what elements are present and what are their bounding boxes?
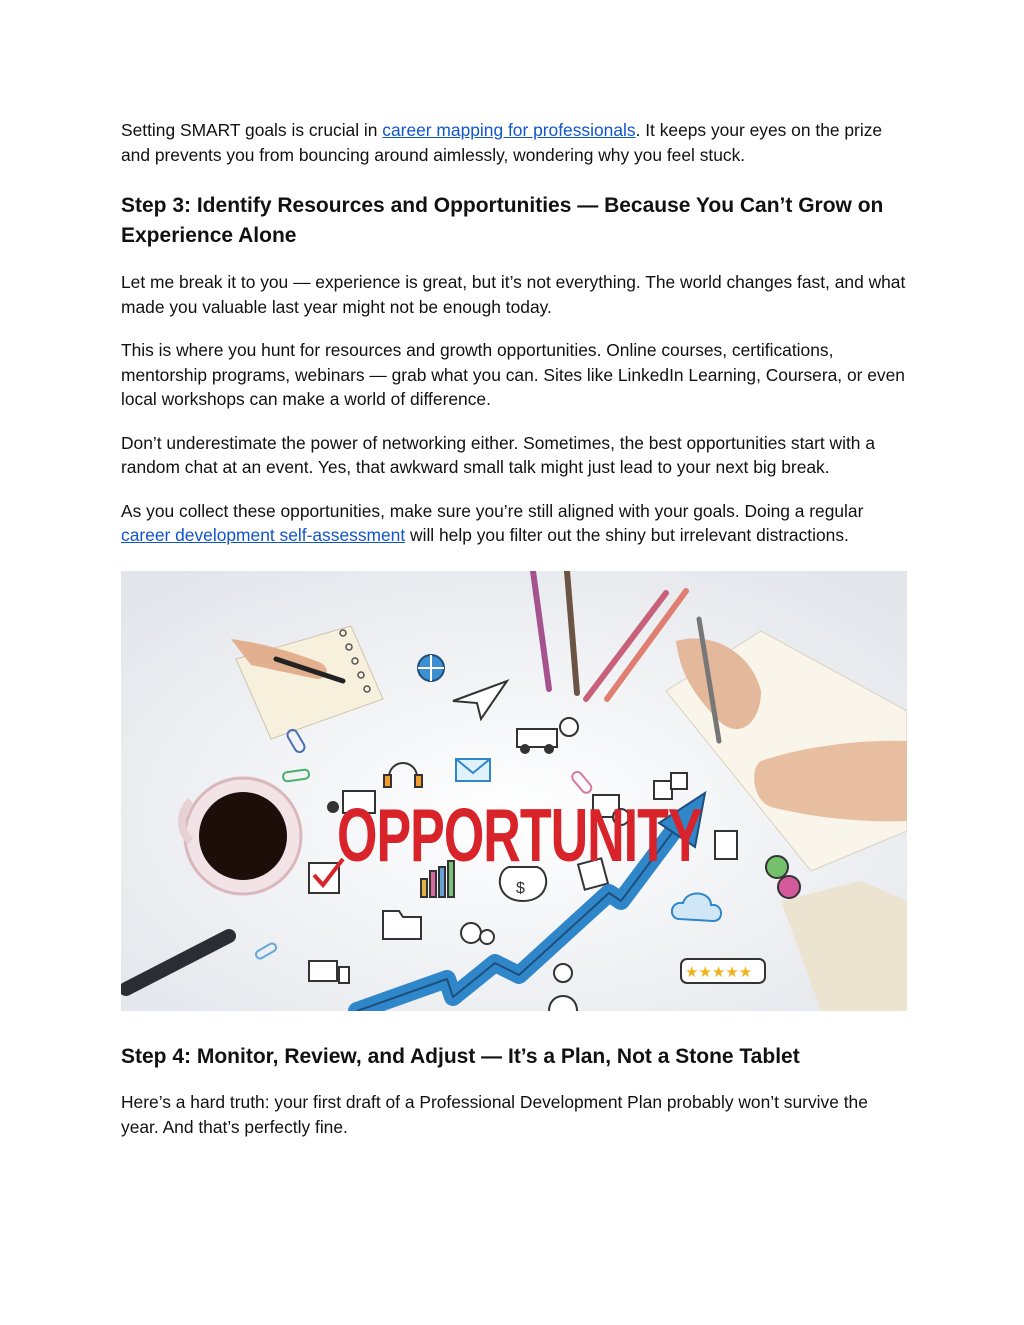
- career-mapping-link[interactable]: career mapping for professionals: [382, 120, 636, 140]
- step3-paragraph-1: Let me break it to you — experience is great, but it’s not everything. The world changes fast, and what made you valuable last year might not be enough today.: [121, 272, 906, 317]
- checklist-icon: [715, 831, 737, 859]
- step3-paragraph-3: Don’t underestimate the power of networking either. Sometimes, the best opportunities start with a random chat at an event. Yes, that awkward small talk might just lead to your next big break.: [121, 432, 875, 477]
- globe-icon: [418, 655, 444, 681]
- rating-stars-icon: [681, 959, 765, 983]
- step4-paragraph-1: Here’s a hard truth: your first draft of a Professional Development Plan probably won’t survive the year. And that’s perfectly fine.: [121, 1092, 868, 1137]
- step3-paragraph-2: This is where you hunt for resources and growth opportunities. Online courses, certifications, mentorship programs, webinars — grab what you can. Sites like LinkedIn Learning, Coursera, or even local workshops can make a world of difference.: [121, 340, 905, 409]
- document-page: [121, 118, 907, 1139]
- email-icon: [456, 759, 490, 781]
- coffee-cup-icon: [182, 778, 301, 894]
- self-assessment-link[interactable]: career development self-assessment: [121, 525, 406, 545]
- intro-paragraph: [121, 118, 907, 167]
- svg-text:★★★★★: ★★★★★: [685, 962, 753, 981]
- para4-text-start: As you collect these opportunities, make sure you’re still aligned with your goals. Doing a regular: [121, 500, 864, 521]
- step4-heading: Step 4: Monitor, Review, and Adjust — It’s a Plan, Not a Stone Tablet: [121, 1044, 800, 1068]
- intro-text-end: . It keeps your eyes on the prize and prevents you from bouncing around aimlessly, wondering why you feel stuck.: [121, 120, 883, 165]
- step3-heading: Step 3: Identify Resources and Opportunities — Because You Can’t Grow on Experience Alone: [121, 194, 884, 247]
- svg-text:$: $: [516, 879, 525, 897]
- para4-text-end: will help you filter out the shiny but irrelevant distractions.: [405, 525, 849, 545]
- intro-text-start: Setting SMART goals is crucial in: [121, 120, 383, 140]
- opportunity-word: OPPORTUNITY: [337, 793, 702, 879]
- step3-paragraph-4: [121, 499, 907, 548]
- opportunity-illustration: [121, 571, 907, 1011]
- illustration-svg: [121, 571, 907, 1011]
